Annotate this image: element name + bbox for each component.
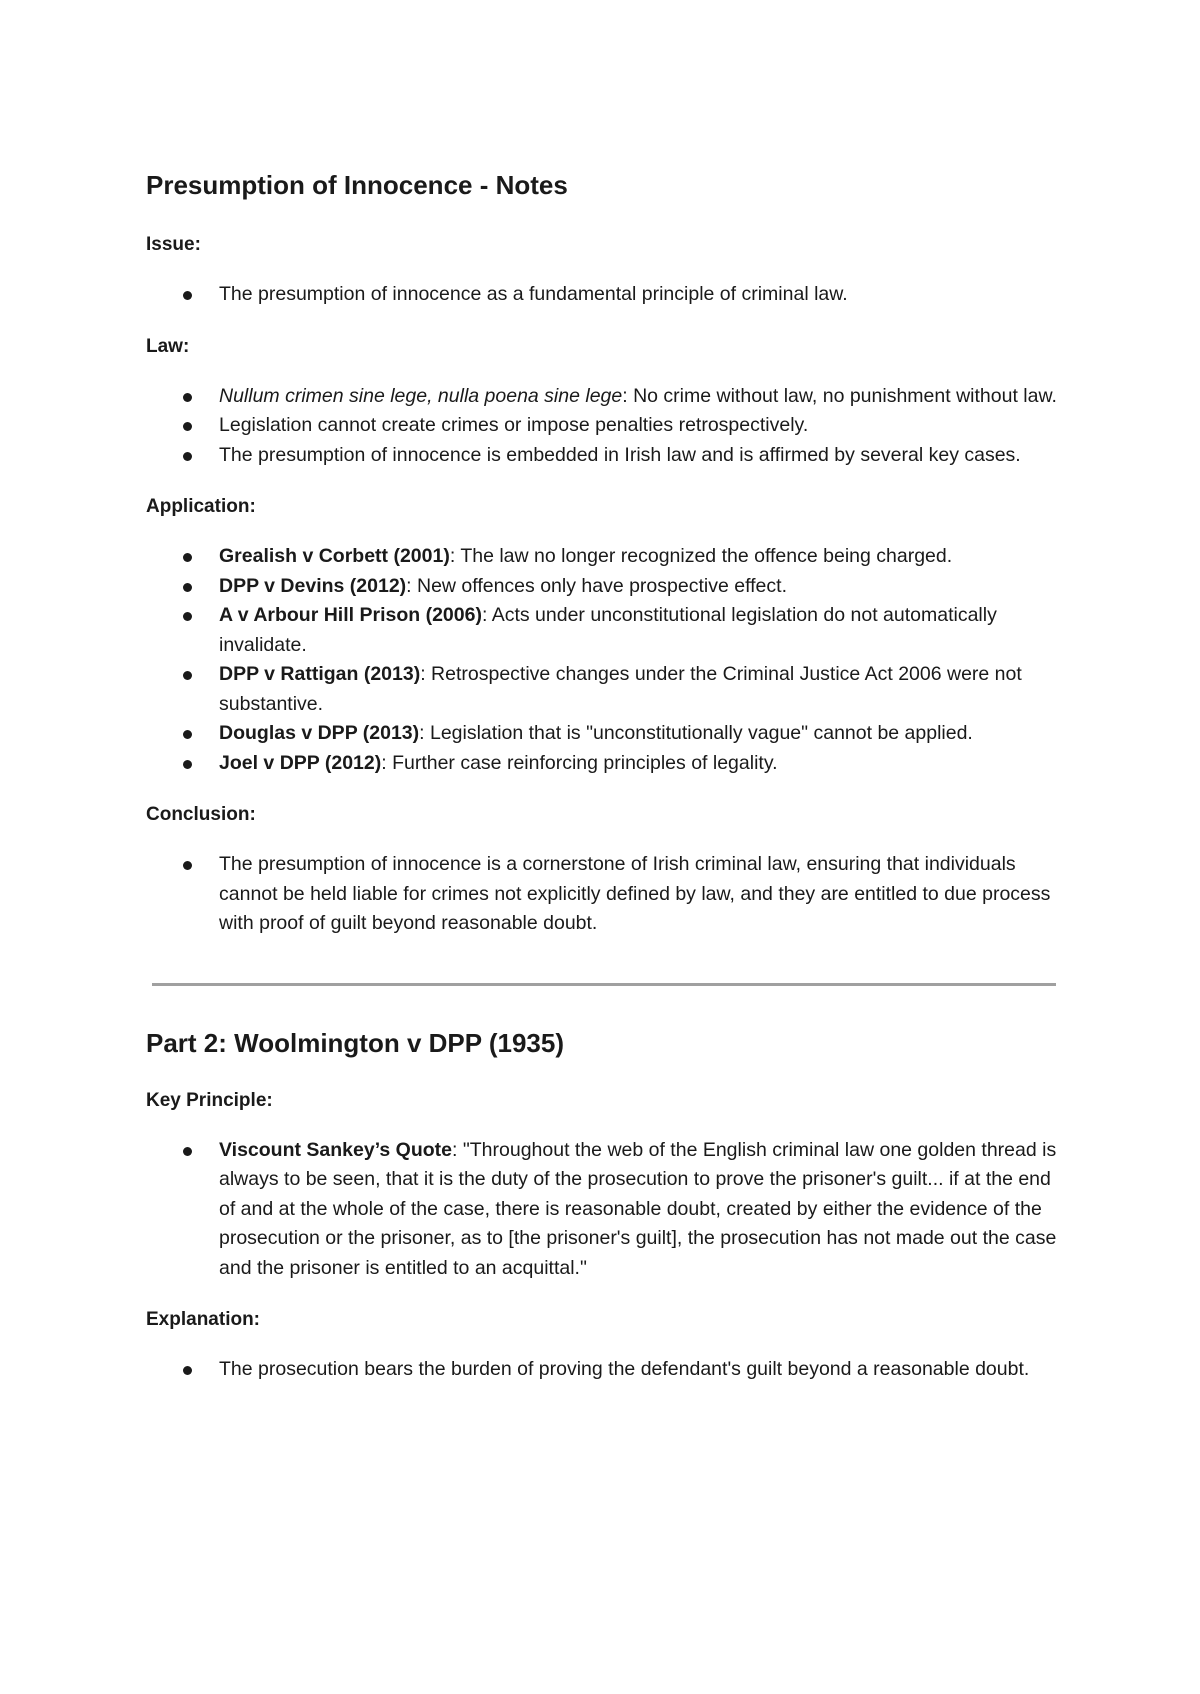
case-name: A v Arbour Hill Prison (2006) xyxy=(219,604,482,626)
issue-heading: Issue: xyxy=(146,234,201,255)
list-item: The prosecution bears the burden of proving the defendant's guilt beyond a reasonable doubt. xyxy=(146,1355,1066,1385)
list-item xyxy=(146,1136,1066,1284)
section-divider xyxy=(152,983,1056,986)
case-name: DPP v Rattigan (2013) xyxy=(219,663,421,685)
case-text: : Further case reinforcing principles of legality. xyxy=(381,751,778,774)
case-text: : The law no longer recognized the offence being charged. xyxy=(449,545,953,567)
list-item: Legislation cannot create crimes or impose penalties retrospectively. xyxy=(146,411,1066,441)
list-item xyxy=(146,719,1066,749)
list-item: The presumption of innocence is a cornerstone of Irish criminal law, ensuring that individuals cannot be held liable for crimes not explicitly defined by law, and they are entitled to due process with proof of guilt beyond reasonable doubt. xyxy=(146,850,1066,939)
list-item xyxy=(146,660,1066,719)
quote-label: Viscount Sankey’s Quote xyxy=(219,1138,452,1161)
document-page xyxy=(146,168,1066,1409)
case-text: : New offences only have prospective effect. xyxy=(406,574,787,597)
quote-text: : "Throughout the web of the English criminal law one golden thread is always to be seen, that it is the duty of the prosecution to prove the prisoner's guilt... if at the end of and at the whole of the case, there is reasonable doubt, created by either the evidence of the prosecution or the prisoner, as to [the prisoner's guilt], the prosecution has not made out the case and the prisoner is entitled to an acquittal." xyxy=(219,1138,1057,1279)
application-list xyxy=(146,542,1066,778)
document-title: Presumption of Innocence - Notes xyxy=(146,170,568,200)
list-item: The presumption of innocence as a fundamental principle of criminal law. xyxy=(146,280,1066,310)
list-item xyxy=(146,572,1066,602)
case-text: : Retrospective changes under the Criminal Justice Act 2006 were not substantive. xyxy=(219,663,1022,715)
case-name: Grealish v Corbett (2001) xyxy=(219,545,450,567)
law-list xyxy=(146,382,1066,471)
key-principle-list xyxy=(146,1136,1066,1284)
conclusion-list xyxy=(146,850,1066,939)
conclusion-heading: Conclusion: xyxy=(146,804,256,825)
list-item xyxy=(146,601,1066,660)
case-name: Douglas v DPP (2013) xyxy=(219,722,420,744)
list-item-text: : No crime without law, no punishment without law. xyxy=(622,384,1057,407)
key-principle-heading: Key Principle: xyxy=(146,1089,273,1111)
part2-title: Part 2: Woolmington v DPP (1935) xyxy=(146,1027,565,1058)
latin-maxim: Nullum crimen sine lege, nulla poena sine lege xyxy=(219,384,623,407)
application-heading: Application: xyxy=(146,496,256,517)
list-item: The presumption of innocence is embedded in Irish law and is affirmed by several key cases. xyxy=(146,441,1066,471)
law-heading: Law: xyxy=(146,335,190,357)
list-item xyxy=(146,749,1066,779)
case-name: Joel v DPP (2012) xyxy=(219,751,382,774)
issue-list xyxy=(146,280,1066,310)
case-text: : Legislation that is "unconstitutionally vague" cannot be applied. xyxy=(419,722,973,744)
case-name: DPP v Devins (2012) xyxy=(219,574,407,597)
list-item xyxy=(146,382,1066,412)
explanation-heading: Explanation: xyxy=(146,1309,261,1330)
list-item xyxy=(146,542,1066,572)
case-text: : Acts under unconstitutional legislation do not automatically invalidate. xyxy=(219,604,997,656)
explanation-list xyxy=(146,1355,1066,1385)
